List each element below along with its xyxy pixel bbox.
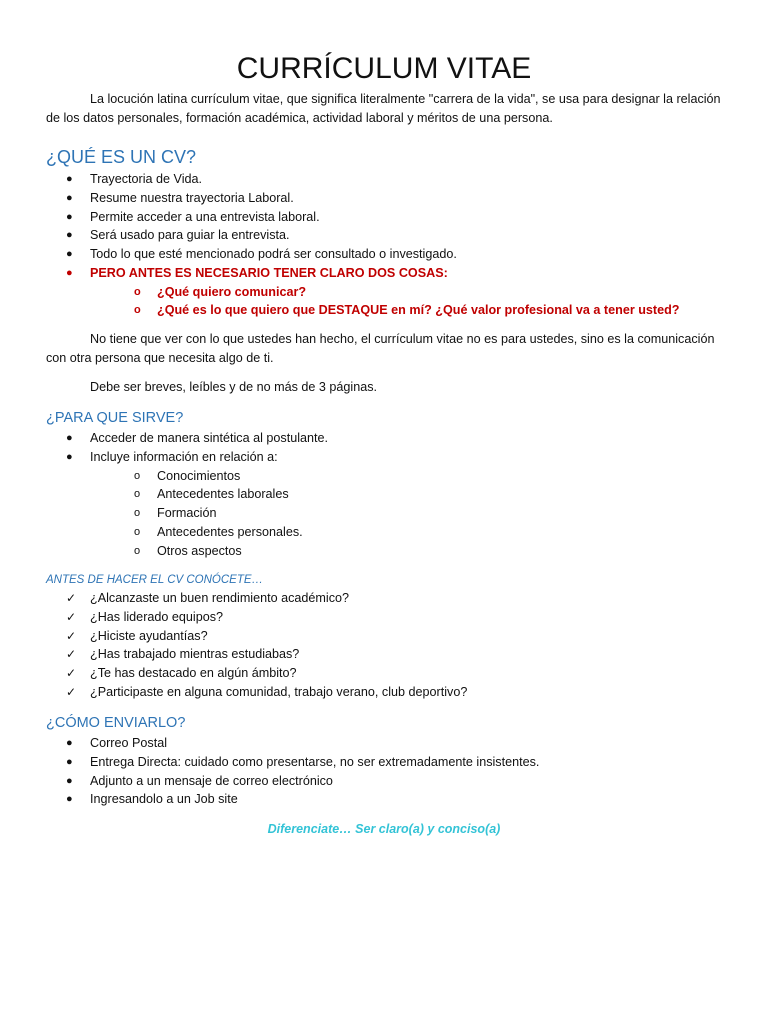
bullet-icon: ● xyxy=(66,793,73,806)
bullet-icon: ● xyxy=(66,755,73,768)
que-es-para1-line-2: con otra persona que necesita algo de ti. xyxy=(46,351,274,365)
bullet-icon: ● xyxy=(66,774,73,787)
closing-tagline: Diferenciate… Ser claro(a) y conciso(a) xyxy=(267,822,501,836)
hollow-bullet-icon: o xyxy=(134,488,141,501)
section-heading-como-enviarlo: ¿CÓMO ENVIARLO? xyxy=(46,715,186,731)
check-mark-icon: ✓ xyxy=(66,591,77,605)
check-mark-icon: ✓ xyxy=(66,628,77,643)
intro-line-1: La locución latina currículum vitae, que significa literalmente "carrera de la vida", se usa para designar la relación xyxy=(90,92,721,106)
que-es-paragraph-2 xyxy=(46,378,726,397)
bullet-icon: ● xyxy=(66,173,73,185)
check-mark-icon: ✓ xyxy=(66,666,77,680)
check-mark-icon: ✓ xyxy=(66,609,77,624)
hollow-bullet-icon: o xyxy=(134,525,141,538)
check-mark-icon: ✓ xyxy=(66,647,77,662)
bullet-icon: ● xyxy=(66,266,73,279)
que-es-paragraph-1 xyxy=(46,330,726,368)
bullet-icon: ● xyxy=(66,210,73,223)
hollow-bullet-icon: o xyxy=(134,507,141,519)
que-es-para2-text: Debe ser breves, leíbles y de no más de 3 páginas. xyxy=(90,380,378,394)
hollow-bullet-icon: o xyxy=(134,469,141,482)
section-heading-antes-de-hacer: ANTES DE HACER EL CV CONÓCETE… xyxy=(46,574,264,586)
bullet-icon: ● xyxy=(66,229,73,242)
que-es-para1-line-1: No tiene que ver con lo que ustedes han hecho, el currículum vitae no es para ustedes, sino es la comunicación xyxy=(90,332,715,346)
bullet-icon: ● xyxy=(66,737,73,749)
check-mark-icon: ✓ xyxy=(66,684,77,699)
document-title: CURRÍCULUM VITAE xyxy=(236,52,532,85)
section-heading-que-es-cv: ¿QUÉ ES UN CV? xyxy=(46,147,197,167)
hollow-bullet-icon: o xyxy=(134,304,141,317)
bullet-icon: ● xyxy=(66,248,73,260)
hollow-bullet-icon: o xyxy=(134,285,141,298)
bullet-icon: ● xyxy=(66,450,73,463)
intro-line-2: de los datos personales, formación académica, actividad laboral y méritos de una persona. xyxy=(46,111,553,125)
bullet-icon: ● xyxy=(66,191,73,204)
bullet-icon: ● xyxy=(66,432,73,444)
section-heading-para-que-sirve: ¿PARA QUE SIRVE? xyxy=(46,410,184,426)
hollow-bullet-icon: o xyxy=(134,544,141,557)
intro-paragraph xyxy=(46,90,726,128)
document-page: CURRÍCULUM VITAE La locución latina currículum vitae, que significa literalmente "carrera de la vida", se usa para designar la relación de los datos personales, formación académica, actividad laboral y méritos de una persona. ¿QUÉ ES UN CV? ● Trayectoria de Vida. ● Resume nuestra trayectoria Laboral. ● Permite acceder a una entrevista laboral. ● Será usado para guiar la entrevista. ● Todo lo que esté mencionado podrá ser consultado o investigado. ● PERO ANTES ES NECESARIO TENER CLARO DOS COSAS: o ¿Qué quiero comunicar? o ¿Qué es lo que quiero que DESTAQUE en mí? ¿Qué valor profesional va a tener usted? No tiene que ver con lo que ustedes han hecho, el currículum vitae no es para ustedes, sino es la comunicación con otra persona que necesita algo de ti. Debe ser breves, leíbles y de no más de 3 páginas. ¿PARA QUE SIRVE? ● Acceder de manera sintética al postulante. ● Incluye información en relación a: o Conocimientos o Antecedentes laborales o Formación o Antecedentes personales. o Otros aspectos ANTES DE HACER EL CV CONÓCETE… ✓ ¿Alcanzaste un buen rendimiento académico? ✓ ¿Has liderado equipos? ✓ ¿Hiciste ayudantías? ✓ ¿Has trabajado mientras estudiabas? ✓ ¿Te has destacado en algún ámbito? ✓ ¿Participaste en alguna comunidad, trabajo verano, club deportivo? ¿CÓMO ENVIARLO? ● Correo Postal ● Entrega Directa: cuidado como presentarse, no ser extremadamente insistentes. ● Adjunto a un mensaje de correo electrónico ● Ingresandolo a un Job site Diferenciate… Ser claro(a) y conciso(a) xyxy=(0,0,768,1024)
